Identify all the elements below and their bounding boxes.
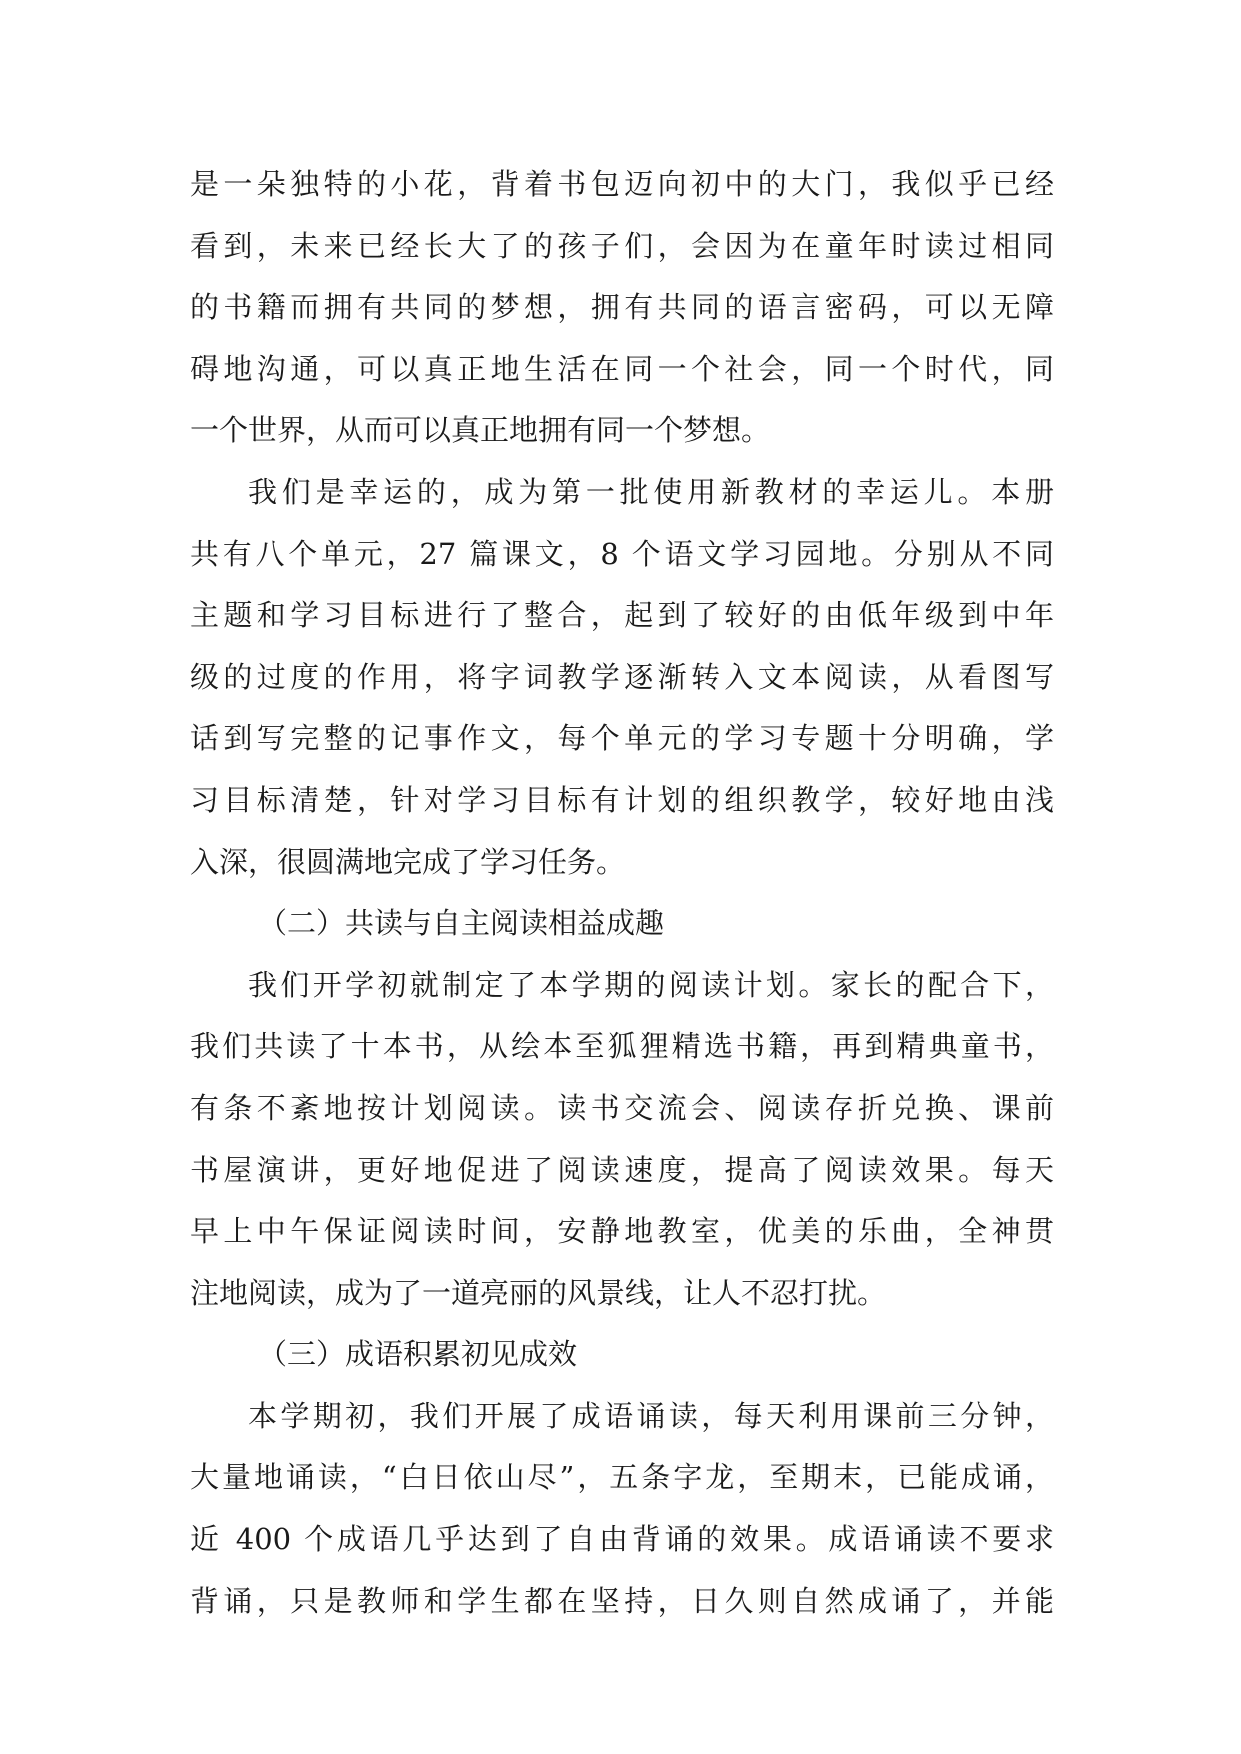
body-line: 看到，未来已经长大了的孩子们，会因为在童年时读过相同 (190, 228, 1054, 263)
body-line: 大量地诵读，“白日依山尽”，五条字龙，至期末，已能成诵， (190, 1460, 1054, 1495)
body-line: 一个世界，从而可以真正地拥有同一个梦想。 (190, 413, 771, 448)
body-line: 早上中午保证阅读时间，安静地教室，优美的乐曲，全神贯 (190, 1214, 1054, 1249)
body-line: 背诵，只是教师和学生都在坚持，日久则自然成诵了，并能 (190, 1583, 1054, 1618)
body-line: 话到写完整的记事作文，每个单元的学习专题十分明确，学 (190, 721, 1054, 756)
body-line: 注地阅读，成为了一道亮丽的风景线，让人不忍打扰。 (190, 1275, 887, 1310)
paragraph-first-line: 本学期初，我们开展了成语诵读，每天利用课前三分钟， (248, 1398, 1054, 1433)
body-line: 是一朵独特的小花，背着书包迈向初中的大门，我似乎已经 (190, 167, 1054, 201)
body-line: 入深，很圆满地完成了学习任务。 (190, 844, 626, 879)
section-heading: （三）成语积累初见成效 (258, 1337, 578, 1372)
section-heading: （二）共读与自主阅读相益成趣 (258, 906, 665, 941)
body-line: 习目标清楚，针对学习目标有计划的组织教学，较好地由浅 (190, 782, 1054, 817)
body-line: 书屋演讲，更好地促进了阅读速度，提高了阅读效果。每天 (190, 1152, 1054, 1187)
body-line: 主题和学习目标进行了整合，起到了较好的由低年级到中年 (190, 598, 1054, 633)
body-line: 碍地沟通，可以真正地生活在同一个社会，同一个时代，同 (190, 351, 1054, 386)
body-line: 共有八个单元，27 篇课文，8 个语文学习园地。分别从不同 (190, 536, 1054, 571)
body-line: 的书籍而拥有共同的梦想，拥有共同的语言密码，可以无障 (190, 290, 1054, 325)
body-line: 级的过度的作用，将字词教学逐渐转入文本阅读，从看图写 (190, 659, 1054, 694)
body-line: 有条不紊地按计划阅读。读书交流会、阅读存折兑换、课前 (190, 1090, 1054, 1125)
body-line: 我们共读了十本书，从绘本至狐狸精选书籍，再到精典童书， (190, 1029, 1054, 1064)
document-page (190, 154, 1054, 1632)
body-line: 近 400 个成语几乎达到了自由背诵的效果。成语诵读不要求 (190, 1522, 1054, 1557)
paragraph-first-line: 我们是幸运的，成为第一批使用新教材的幸运儿。本册 (248, 474, 1054, 509)
paragraph-first-line: 我们开学初就制定了本学期的阅读计划。家长的配合下， (248, 967, 1054, 1002)
